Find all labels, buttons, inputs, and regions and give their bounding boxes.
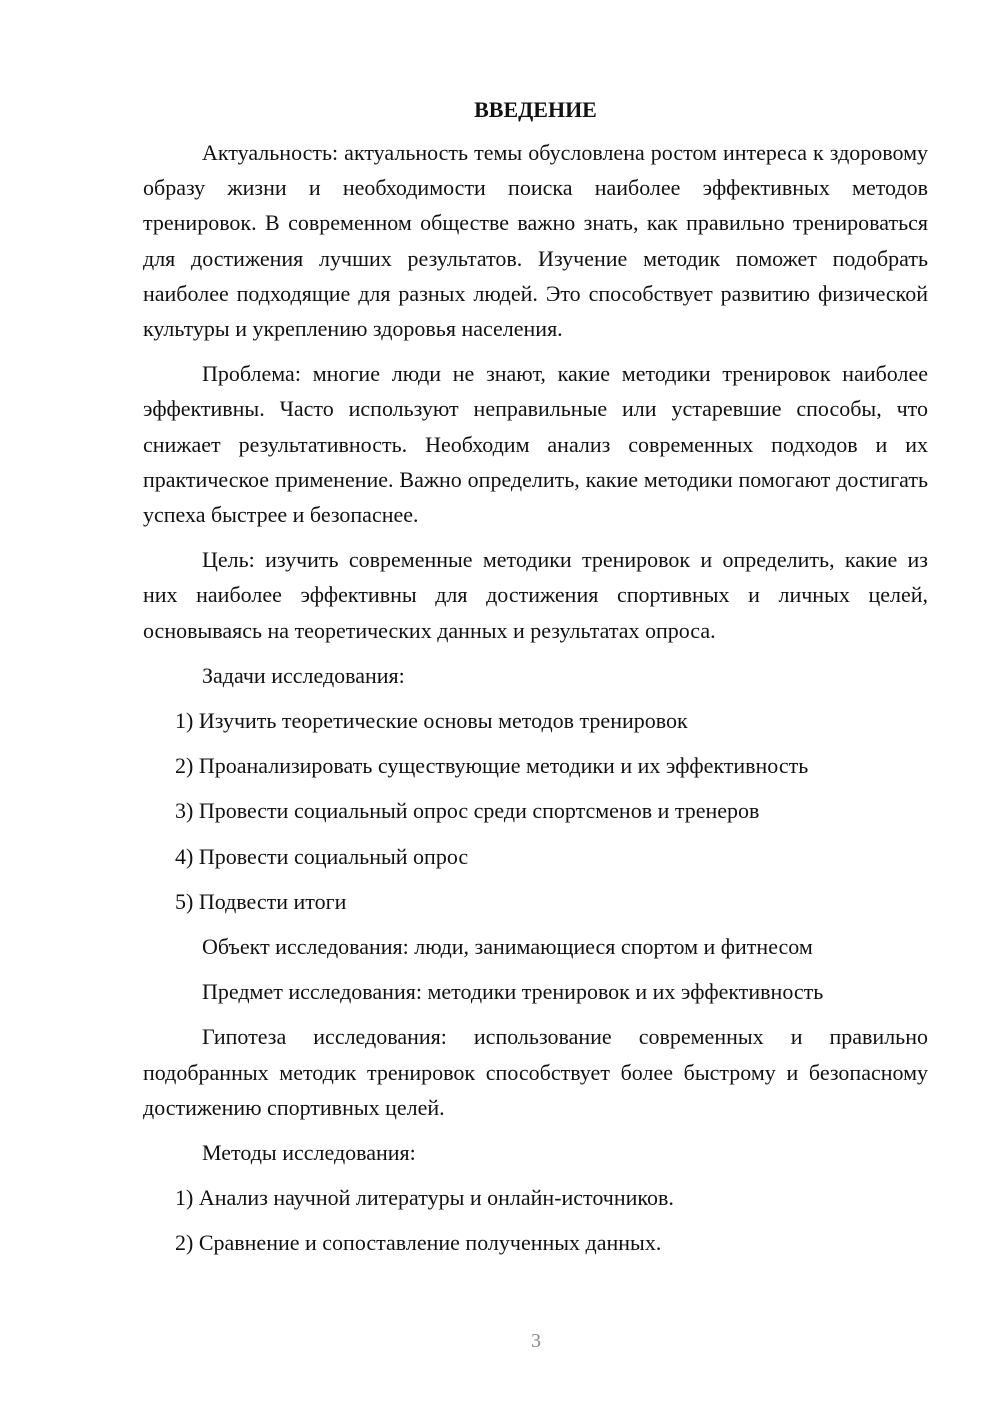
methods-heading: Методы исследования: <box>202 1140 416 1166</box>
research-object: Объект исследования: люди, занимающиеся спортом и фитнесом <box>202 934 813 960</box>
goal-paragraph: Цель: изучить современные методики тренировок и определить, какие из них наиболее эффективны для достижения спортивных и личных целей, основываясь на теоретических данных и результатах опроса. <box>143 547 928 643</box>
hypothesis-paragraph: Гипотеза исследования: использование современных и правильно подобранных методик тренировок способствует более быстрому и безопасному достижению спортивных целей. <box>143 1024 928 1120</box>
problem-paragraph: Проблема: многие люди не знают, какие методики тренировок наиболее эффективны. Часто используют неправильные или устаревшие способы, что снижает результативность. Необходим анализ современных подходов и их практическое применение. Важно определить, какие методики помогают достигать успеха быстрее и безопаснее. <box>143 361 928 528</box>
method-item: 1) Анализ научной литературы и онлайн-источников. <box>175 1185 674 1211</box>
task-item: 1) Изучить теоретические основы методов тренировок <box>175 708 688 734</box>
tasks-heading: Задачи исследования: <box>202 662 405 688</box>
task-item: 2) Проанализировать существующие методики и их эффективность <box>175 753 809 779</box>
relevance-paragraph: Актуальность: актуальность темы обусловлена ростом интереса к здоровому образу жизни и необходимости поиска наиболее эффективных методов тренировок. В современном обществе важно знать, как правильно тренироваться для достижения лучших результатов. Изучение методик поможет подобрать наиболее подходящие для разных людей. Это способствует развитию физической культуры и укреплению здоровья населения. <box>143 140 928 342</box>
page-number: 3 <box>531 1330 541 1352</box>
page-title: ВВЕДЕНИЕ <box>474 97 597 122</box>
task-item: 5) Подвести итоги <box>175 888 347 914</box>
document-page <box>143 95 928 1271</box>
task-item: 4) Провести социальный опрос <box>175 843 469 869</box>
research-subject: Предмет исследования: методики тренировок и их эффективность <box>202 979 824 1005</box>
method-item: 2) Сравнение и сопоставление полученных данных. <box>175 1230 662 1256</box>
task-item: 3) Провести социальный опрос среди спортсменов и тренеров <box>175 798 760 824</box>
